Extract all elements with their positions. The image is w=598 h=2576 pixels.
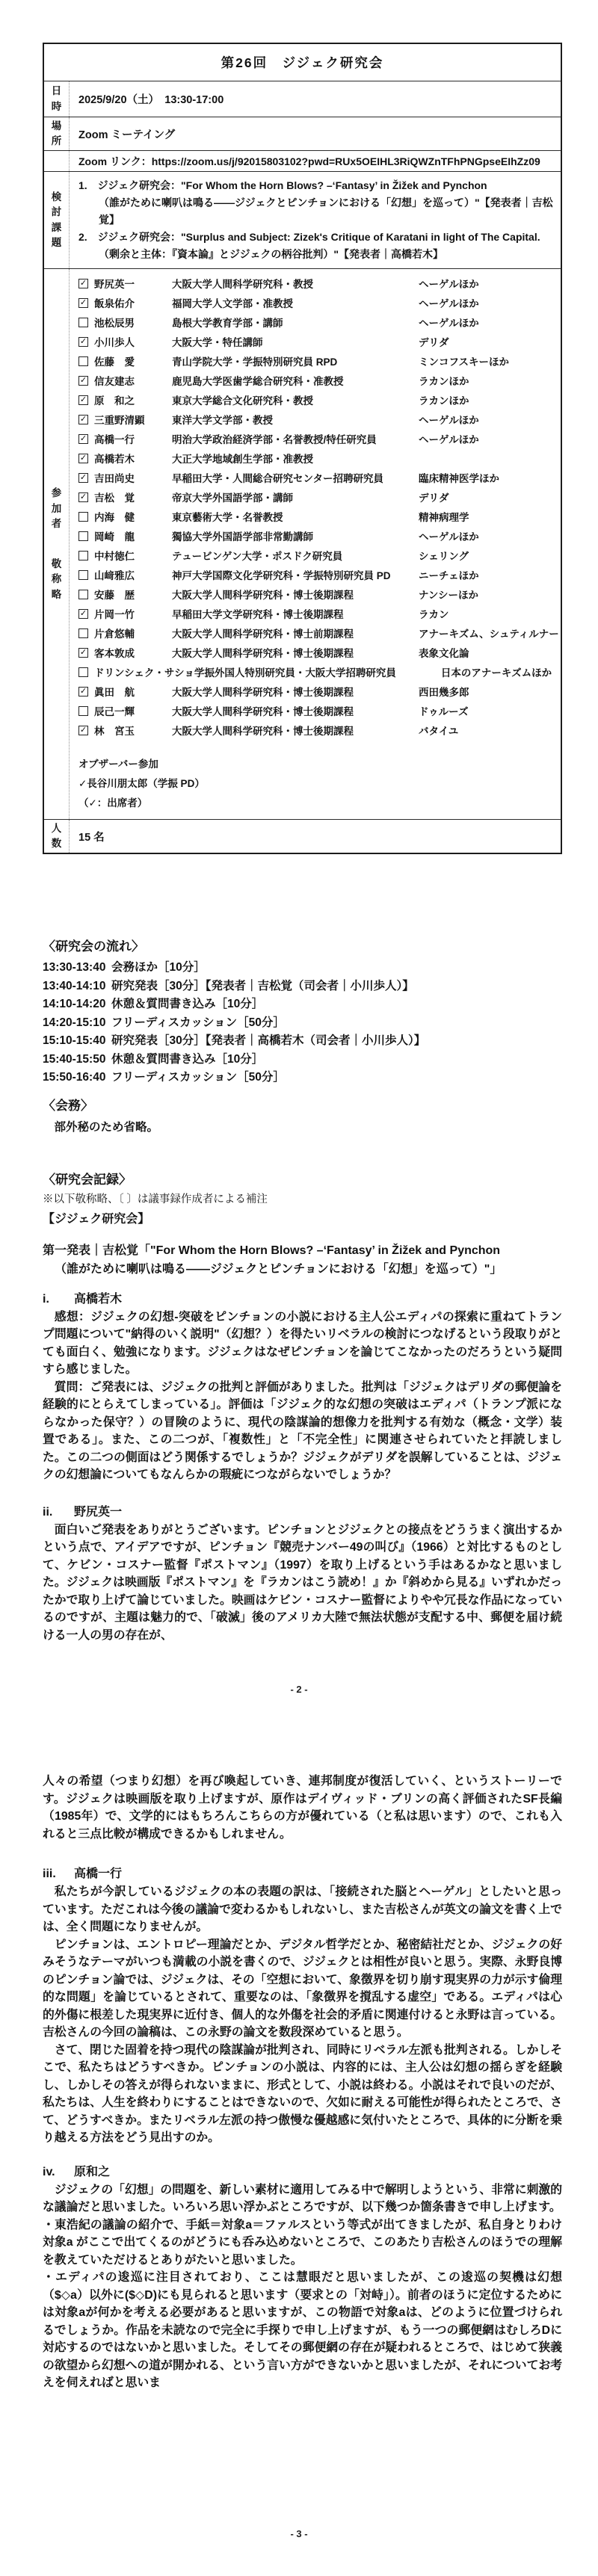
participant-row: [78, 701, 559, 720]
presentation1-title-line2: （誰がために喇叭は鳴る――ジジェクとピンチョンにおける「幻想」を巡って）"」: [55, 1262, 502, 1276]
participant-affiliation: 神戸大学国際文化学研究科・学振特別研究員 PD: [172, 570, 391, 581]
participant-affiliation: 明治大学政治経済学部・名誉教授/特任研究員: [172, 434, 377, 445]
participant-name: 安藤 歴: [94, 590, 135, 601]
participant-field: ニーチェほか: [419, 570, 479, 581]
participant-field: ミンコフスキーほか: [419, 356, 509, 368]
observer-note: （✓：出席者）: [78, 797, 148, 809]
participant-name: 吉松 覚: [94, 492, 135, 504]
participant-row: [78, 662, 559, 682]
schedule-row: [43, 1051, 562, 1069]
participant-field: ラカンほか: [419, 395, 469, 407]
label-count: 人数: [44, 820, 70, 853]
schedule-text: 会務ほか［10分］: [111, 961, 206, 974]
checkbox-icon: [78, 609, 88, 619]
participant-affiliation: 大正大学地域創生学部・准教授: [172, 454, 313, 465]
comment-paragraph: 質問：ご発表には、ジジェクの批判と評価がありました。批判は「ジジェクはデリダの郵便論を経験的にとらえてしまっている」。評価は「ジジェク的な幻想の突破はエディパ（トランプ派にならなかった保守？）の冒険のように、現代の陰謀論的想像力を批判する有効な（概念・文学）装置である」。また、この二つが、「複数性」と「不完全性」に関連させられていたと拝読しました。この二つの側面はどう関係するでしょうか？ジジェクがデリダを誤解していることは、ジジェクの幻想論についてもなんらかの瑕疵につながらないでしょうか？: [43, 1380, 562, 1481]
schedule-row: [43, 959, 562, 977]
observer-name: ✓長谷川朋太郎（学振 PD）: [78, 778, 205, 789]
participant-affiliation: 大阪大学・特任講師: [172, 337, 263, 348]
participant-field: ナンシーほか: [419, 590, 478, 601]
participant-field: ヘーゲルほか: [419, 531, 479, 543]
checkbox-icon: [78, 454, 88, 463]
participant-affiliation: 青山学院大学・学振特別研究員 RPD: [172, 356, 338, 368]
checkbox-icon: [78, 279, 88, 288]
participant-row: [78, 604, 559, 623]
schedule-time: 15:10-15:40: [43, 1034, 106, 1047]
check-mark: ✓: [79, 395, 87, 404]
participant-affiliation: 大阪大学人間科学研究科・博士後期課程: [172, 648, 354, 659]
label-participants: 参加者 敬称略: [44, 269, 70, 819]
checkbox-icon: [78, 318, 88, 327]
participant-affiliation: 大阪大学人間科学研究科・博士後期課程: [172, 687, 354, 698]
agenda-items: [70, 172, 561, 268]
participant-field: ヘーゲルほか: [419, 434, 479, 445]
participant-field: デリダ: [419, 492, 449, 504]
comment-paragraph: さて、閉じた固着を持つ現代の陰謀論が批判され、同時にリベラル左派も批判される。しかしそこで、私たちはどうすべきか。ピンチョンの小説は、内容的には、主人公は幻想の揺らぎを経験し、しかしその答えが得られないままに、形式として、小説は終わる。小説はそれで良いのだが、私たちは、人生を終わりにすることはできないので、欠如に耐える可能性が得られたところで、さて、どうすべきか。またリベラル左派の持つ傲慢な優越感に気付いたところで、具体的に分断を乗り越える方法をどう見出すのか。: [43, 2043, 562, 2144]
participant-field: 精神病理学: [419, 512, 469, 523]
participant-field: ラカン: [419, 609, 449, 620]
participant-affiliation: 早稲田大学文学研究科・博士後期課程: [172, 609, 344, 620]
schedule-time: 15:50-16:40: [43, 1071, 106, 1084]
page-number-3: - 3 -: [290, 2528, 308, 2539]
comment-nojiri: [43, 1504, 562, 1844]
participant-row: [78, 351, 559, 371]
participant-field: ヘーゲルほか: [419, 298, 479, 309]
label-empty: [44, 151, 70, 171]
checkbox-icon: [78, 337, 88, 347]
checkbox-icon: [78, 687, 88, 696]
comment-number: iii.: [43, 1868, 56, 1880]
checkbox-icon: [78, 667, 88, 677]
agenda-item-2-line1: 2. ジジェク研究会："Surplus and Subject: Zizek's Critique of Karatani in light of The Capital.: [78, 231, 540, 243]
schedule-row: [43, 1069, 562, 1087]
participant-affiliation: 大阪大学人間科学研究科・博士後期課程: [172, 590, 354, 601]
schedule-text: フリーディスカッション［50分］: [111, 1071, 285, 1084]
checkbox-icon: [78, 570, 88, 580]
participant-affiliation: 鹿児島大学医歯学総合研究科・准教授: [172, 376, 344, 387]
participant-affiliation: 福岡大学人文学部・准教授: [172, 298, 293, 309]
participant-name: 三重野清顕: [94, 415, 145, 426]
schedule-text: 休憩＆質問書き込み［10分］: [111, 998, 264, 1010]
check-mark: ✓: [79, 686, 87, 696]
participant-field: ヘーゲルほか: [419, 415, 479, 426]
participant-row: [78, 487, 559, 507]
kiroku-heading: 〈研究会記録〉: [43, 1172, 132, 1187]
comment-takahashi-wakagi: [43, 1291, 562, 1484]
participant-name: 片倉悠輔: [94, 628, 135, 640]
schedule-time: 14:10-14:20: [43, 998, 106, 1010]
participant-field: シェリング: [419, 551, 469, 562]
comment-number: iv.: [43, 2165, 55, 2178]
participant-name: 岡崎 龍: [94, 531, 135, 543]
section-kaimu: [43, 1095, 562, 1134]
label-place: 場所: [44, 117, 70, 150]
participant-row: [78, 623, 559, 643]
participant-name: 佐藤 愛: [94, 356, 135, 368]
schedule-text: 研究発表［30分］【発表者｜高橋若木（司会者｜小川歩人）】: [111, 1034, 426, 1047]
participant-name: 原 和之: [94, 395, 135, 407]
comment-bullet: ・エディパの逡巡に注目されており、ここは慧眼だと思いましたが、この逡巡の契機は幻想（$◇a）以外に($◇D)にも見られると思います（要求との「対峙」）。前者のほうに定位するためには対象aが何かを考える必要があると思いますが、この物語で対象aは、どのように位置づけられるでしょうか。作品を未読なので完全に手探りで申し上げますが、もう一つの郵便網はむしろDに対応するのではないかと思いました。そしてその郵便網の存在が疑われるところで、はじめて狭義の欲望から幻想への道が開かれる、という言い方ができないかと思いましたが、それについてお考えを伺えればと思いま: [43, 2271, 562, 2389]
commenter-name: 野尻英一: [74, 1505, 123, 1519]
checkbox-icon: [78, 551, 88, 560]
participant-name: 客本敦成: [94, 648, 135, 659]
participant-name: 小川歩人: [94, 337, 135, 348]
schedule-text: 研究発表［30分］【発表者｜吉松覚（司会者｜小川歩人）】: [111, 979, 414, 992]
agenda-item-2-line2: （剰余と主体：『資本論』とジジェクの柄谷批判）"【発表者｜高橋若木】: [99, 248, 444, 260]
meeting-info-table: [43, 43, 562, 854]
participant-field: バタイユ: [419, 726, 459, 737]
participant-affiliation: 早稲田大学・人間総合研究センター招聘研究員: [172, 473, 383, 484]
row-datetime: [44, 81, 561, 117]
checkbox-icon: [78, 298, 88, 308]
row-count: [44, 820, 561, 853]
comment-header: [43, 1865, 562, 1883]
presentation1-title-line1: 第一発表｜吉松覚「"For Whom the Horn Blows? –‘Fantasy’ in Žižek and Pynchon: [43, 1244, 501, 1257]
schedule-row: [43, 1032, 562, 1051]
participant-affiliation: 東京藝術大学・名誉教授: [172, 512, 283, 523]
checkbox-icon: [78, 395, 88, 405]
kiroku-session-title: 【ジジェク研究会】: [43, 1212, 150, 1226]
participant-row: [78, 682, 559, 701]
commenter-name: 高橋一行: [74, 1868, 123, 1880]
flow-heading: 〈研究会の流れ〉: [43, 939, 144, 954]
schedule-text: 休憩＆質問書き込み［10分］: [111, 1052, 264, 1066]
participant-field: 表象文化論: [419, 648, 469, 659]
participant-affiliation: 獨協大学外国語学部非常勤講師: [172, 531, 313, 543]
participant-name: 飯泉佑介: [94, 298, 135, 309]
participant-affiliation: 大阪大学人間科学研究科・教授: [172, 279, 313, 290]
check-mark: ✓: [79, 375, 87, 385]
participant-affiliation: 学振外国人特別研究員・大阪大学招聘研究員: [194, 667, 396, 679]
participant-name: 眞田 航: [94, 687, 135, 698]
row-place: [44, 117, 561, 151]
schedule-row: [43, 977, 562, 996]
schedule-time: 13:30-13:40: [43, 961, 106, 974]
place-value: Zoom ミーテイング: [78, 129, 176, 141]
row-agenda: [44, 172, 561, 269]
participant-row: [78, 507, 559, 526]
participant-row: [78, 526, 559, 546]
kaimu-heading: 〈会務〉: [43, 1098, 93, 1113]
comment-paragraph-continued: 人々の希望（つまり幻想）を再び喚起していき、連邦制度が復活していく、というストーリーです。ジジェクは映画版を取り上げますが、原作はデイヴィッド・ブリンの高く評価されたSF長編（1985年）で、文学的にはもちろんこちらの方が優れている（と私は思います）ので、これも入れると三点比較が構成できるかもしれません。: [43, 1775, 562, 1841]
checkbox-icon: [78, 531, 88, 541]
check-mark: ✓: [79, 297, 87, 307]
participant-name: 片岡一竹: [94, 609, 135, 620]
participant-field: 西田幾多郎: [419, 687, 469, 698]
check-mark: ✓: [79, 453, 87, 463]
participant-field: ドゥルーズ: [419, 706, 469, 717]
document-title: 第26回 ジジェク研究会: [44, 44, 561, 81]
comment-hara: [43, 2163, 562, 2392]
schedule-time: 13:40-14:10: [43, 979, 106, 992]
participant-name: 池松辰男: [94, 318, 135, 329]
participant-row: [78, 429, 559, 448]
participant-affiliation: 大阪大学人間科学研究科・博士後期課程: [172, 726, 354, 737]
observer-block: [78, 755, 559, 813]
participant-row: [78, 448, 559, 468]
checkbox-icon: [78, 415, 88, 424]
section-flow: [43, 936, 562, 1087]
participant-field: ラカンほか: [419, 376, 469, 387]
participant-name: 山﨑雅広: [94, 570, 135, 581]
check-mark: ✓: [79, 472, 87, 482]
check-mark: ✓: [79, 336, 87, 346]
schedule-time: 15:40-15:50: [43, 1052, 106, 1066]
participant-name: 高橋一行: [94, 434, 135, 445]
participant-name: 内海 健: [94, 512, 135, 523]
participant-affiliation: 帝京大学外国語学部・講師: [172, 492, 293, 504]
label-datetime: 日時: [44, 81, 70, 117]
participant-list: [78, 274, 559, 740]
participant-affiliation: 東洋大学文学部・教授: [172, 415, 273, 426]
row-zoom-link: [44, 151, 561, 172]
participant-row: [78, 720, 559, 740]
check-mark: ✓: [79, 725, 87, 735]
participant-field: デリダ: [419, 337, 449, 348]
comment-paragraph: 感想：ジジェクの幻想-突破をピンチョンの小説における主人公エディパの探索に重ねてトランプ問題について"納得のいく説明"（幻想？）を得たいリベラルの検討につなげるという段取りがとても面白く、勉強になります。ジジェクはなぜピンチョンを論じてこなかったのだろうという疑問すら感じました。: [43, 1310, 562, 1376]
participant-row: [78, 332, 559, 351]
participant-affiliation: テュービンゲン大学・ポスドク研究員: [172, 551, 343, 562]
kiroku-note: ※以下敬称略、〔 〕は議事録作成者による補注: [43, 1193, 268, 1205]
comment-paragraph: ピンチョンは、エントロピー理論だとか、デジタル哲学だとか、秘密結社だとか、ジジェクの好みそうなテーマがいつも満載の小説を書くので、ジジェクとは相性が良いと思う。実際、永野良博のピンチョン論では、ジジェクは、その「空想において、象徴界を切り崩す現実界の力が示す倫理的な問題」を論じているとされて、重要なのは、「象徴界を撹乱する虚空」である。エディパは心的外傷に根差した現実界に近付き、個人的な外傷を社会的矛盾に関連付けると永野は言っている。吉松さんの今回の論稿は、この永野の論文を数段深めていると思う。: [43, 1938, 562, 2039]
participant-affiliation: 大阪大学人間科学研究科・博士後期課程: [172, 706, 354, 717]
row-participants: [44, 269, 561, 820]
checkbox-icon: [78, 512, 88, 522]
comment-number: i.: [43, 1292, 49, 1306]
participant-field: 臨床精神医学ほか: [419, 473, 499, 484]
participant-name: 中村徳仁: [94, 551, 135, 562]
schedule-row: [43, 995, 562, 1014]
checkbox-icon: [78, 376, 88, 386]
agenda-item-1-line2: （誰がために喇叭は鳴る――ジジェクとピンチョンにおける「幻想」を巡って）"【発表者｜吉松覚】: [99, 197, 553, 226]
check-mark: ✓: [79, 492, 87, 501]
checkbox-icon: [78, 628, 88, 638]
participant-row: [78, 468, 559, 487]
participant-affiliation: 島根大学教育学部・講師: [172, 318, 283, 329]
checkbox-icon: [78, 726, 88, 735]
participant-row: [78, 643, 559, 662]
comment-paragraph: ジジェクの「幻想」の問題を、新しい素材に適用してみる中で解明しようという、非常に刺激的な議論だと思いました。いろいろ思い浮かぶところですが、以下幾つか箇条書きで申し上げます。: [43, 2183, 562, 2214]
participants-cell: [70, 269, 565, 819]
count-value: 15 名: [78, 831, 105, 844]
participant-row: [78, 274, 559, 293]
participant-name: 信友建志: [94, 376, 135, 387]
participant-name: 高橋若木: [94, 454, 135, 465]
comment-header: [43, 2163, 562, 2181]
participant-field: ヘーゲルほか: [419, 318, 479, 329]
checkbox-icon: [78, 648, 88, 658]
datetime-value: 2025/9/20（土） 13:30-17:00: [78, 94, 224, 106]
comment-paragraph: 私たちが今訳しているジジェクの本の表題の訳は、「接続された脳とヘーゲル」としたいと思っています。ただこれは今後の議論で変わるかもしれないし、また吉松さんが英文の論文を書く上では、全く問題になりませんが。: [43, 1885, 562, 1933]
comment-paragraph: 面白いご発表をありがとうございます。ピンチョンとジジェクとの接点をどううまく演出するかという点で、アイデアですが、ピンチョン『競売ナンバー49の叫び』（1966）と対比するものとして、ケビン・コスナー監督『ポストマン』（1997）を取り上げるという手はあるかなと思いました。ジジェクは映画版『ポストマン』を『ラカンはこう読め！』か『斜めから見る』いずれかだったかで取り上げて論じていました。映画はケビン・コスナー監督によりやや冗長な作品になっているのですが、主題は魅力的で、「破滅」後のアメリカ大陸で無法状態が支配する中、郵便を届け続ける一人の男の存在が、: [43, 1523, 562, 1642]
checkbox-icon: [78, 434, 88, 444]
document-page: [0, 43, 598, 2392]
participant-affiliation: 大阪大学人間科学研究科・博士前期課程: [172, 628, 354, 640]
participant-name: ドリンシェク・サショ: [94, 667, 194, 679]
participant-name: 吉田尚史: [94, 473, 135, 484]
presentation1-title: [43, 1241, 562, 1279]
participant-name: 林 宮玉: [94, 726, 135, 737]
participant-field: アナーキズム、シュティルナー: [419, 628, 559, 640]
commenter-name: 原和之: [74, 2165, 111, 2178]
page-number-2: - 2 -: [290, 1684, 308, 1695]
checkbox-icon: [78, 706, 88, 716]
check-mark: ✓: [79, 647, 87, 657]
schedule-row: [43, 1014, 562, 1033]
comment-number: ii.: [43, 1505, 53, 1519]
section-kiroku: [43, 1169, 562, 2392]
checkbox-icon: [78, 590, 88, 599]
participant-affiliation: 東京大学総合文化研究科・教授: [172, 395, 313, 407]
checkbox-icon: [78, 356, 88, 366]
participant-field: 日本のアナーキズムほか: [440, 667, 552, 679]
schedule-list: [43, 959, 562, 1087]
comment-header: [43, 1291, 562, 1309]
participant-row: [78, 390, 559, 410]
participant-name: 辰己一輝: [94, 706, 135, 717]
participant-field: ヘーゲルほか: [419, 279, 479, 290]
comment-header: [43, 1504, 562, 1522]
participant-row: [78, 565, 559, 584]
check-mark: ✓: [79, 278, 87, 288]
comment-takahashi-kazuyuki: [43, 1865, 562, 2147]
checkbox-icon: [78, 473, 88, 483]
agenda-item-1-line1: 1. ジジェク研究会："For Whom the Horn Blows? –‘Fantasy’ in Žižek and Pynchon: [78, 179, 487, 191]
participant-row: [78, 371, 559, 390]
participant-name: 野尻英一: [94, 279, 135, 290]
commenter-name: 高橋若木: [74, 1292, 123, 1306]
kaimu-body: 部外秘のため省略。: [54, 1120, 159, 1134]
check-mark: ✓: [79, 414, 87, 424]
check-mark: ✓: [79, 433, 87, 443]
comment-bullet: ・東浩紀の議論の紹介で、手紙＝対象a＝ファルスという等式が出てきましたが、私自身とりわけ対象a がここで出てくるのがどうにも呑み込めないところで、このあたり吉松さんのほうでの理解を教えていただけるとありがたいと思いました。: [43, 2218, 562, 2267]
zoom-link[interactable]: Zoom リンク：https://zoom.us/j/92015803102?pwd=RUx5OEIHL3RiQWZnTFhPNGpseEIhZz09: [78, 155, 540, 167]
observer-heading: オブザーバー参加: [78, 759, 158, 770]
schedule-text: フリーディスカッション［50分］: [111, 1016, 285, 1029]
schedule-time: 14:20-15:10: [43, 1016, 106, 1029]
participant-row: [78, 584, 559, 604]
participant-row: [78, 410, 559, 429]
check-mark: ✓: [79, 608, 87, 618]
participant-row: [78, 312, 559, 332]
checkbox-icon: [78, 492, 88, 502]
label-agenda: 検討課題: [44, 172, 70, 268]
participant-row: [78, 546, 559, 565]
participant-row: [78, 293, 559, 312]
